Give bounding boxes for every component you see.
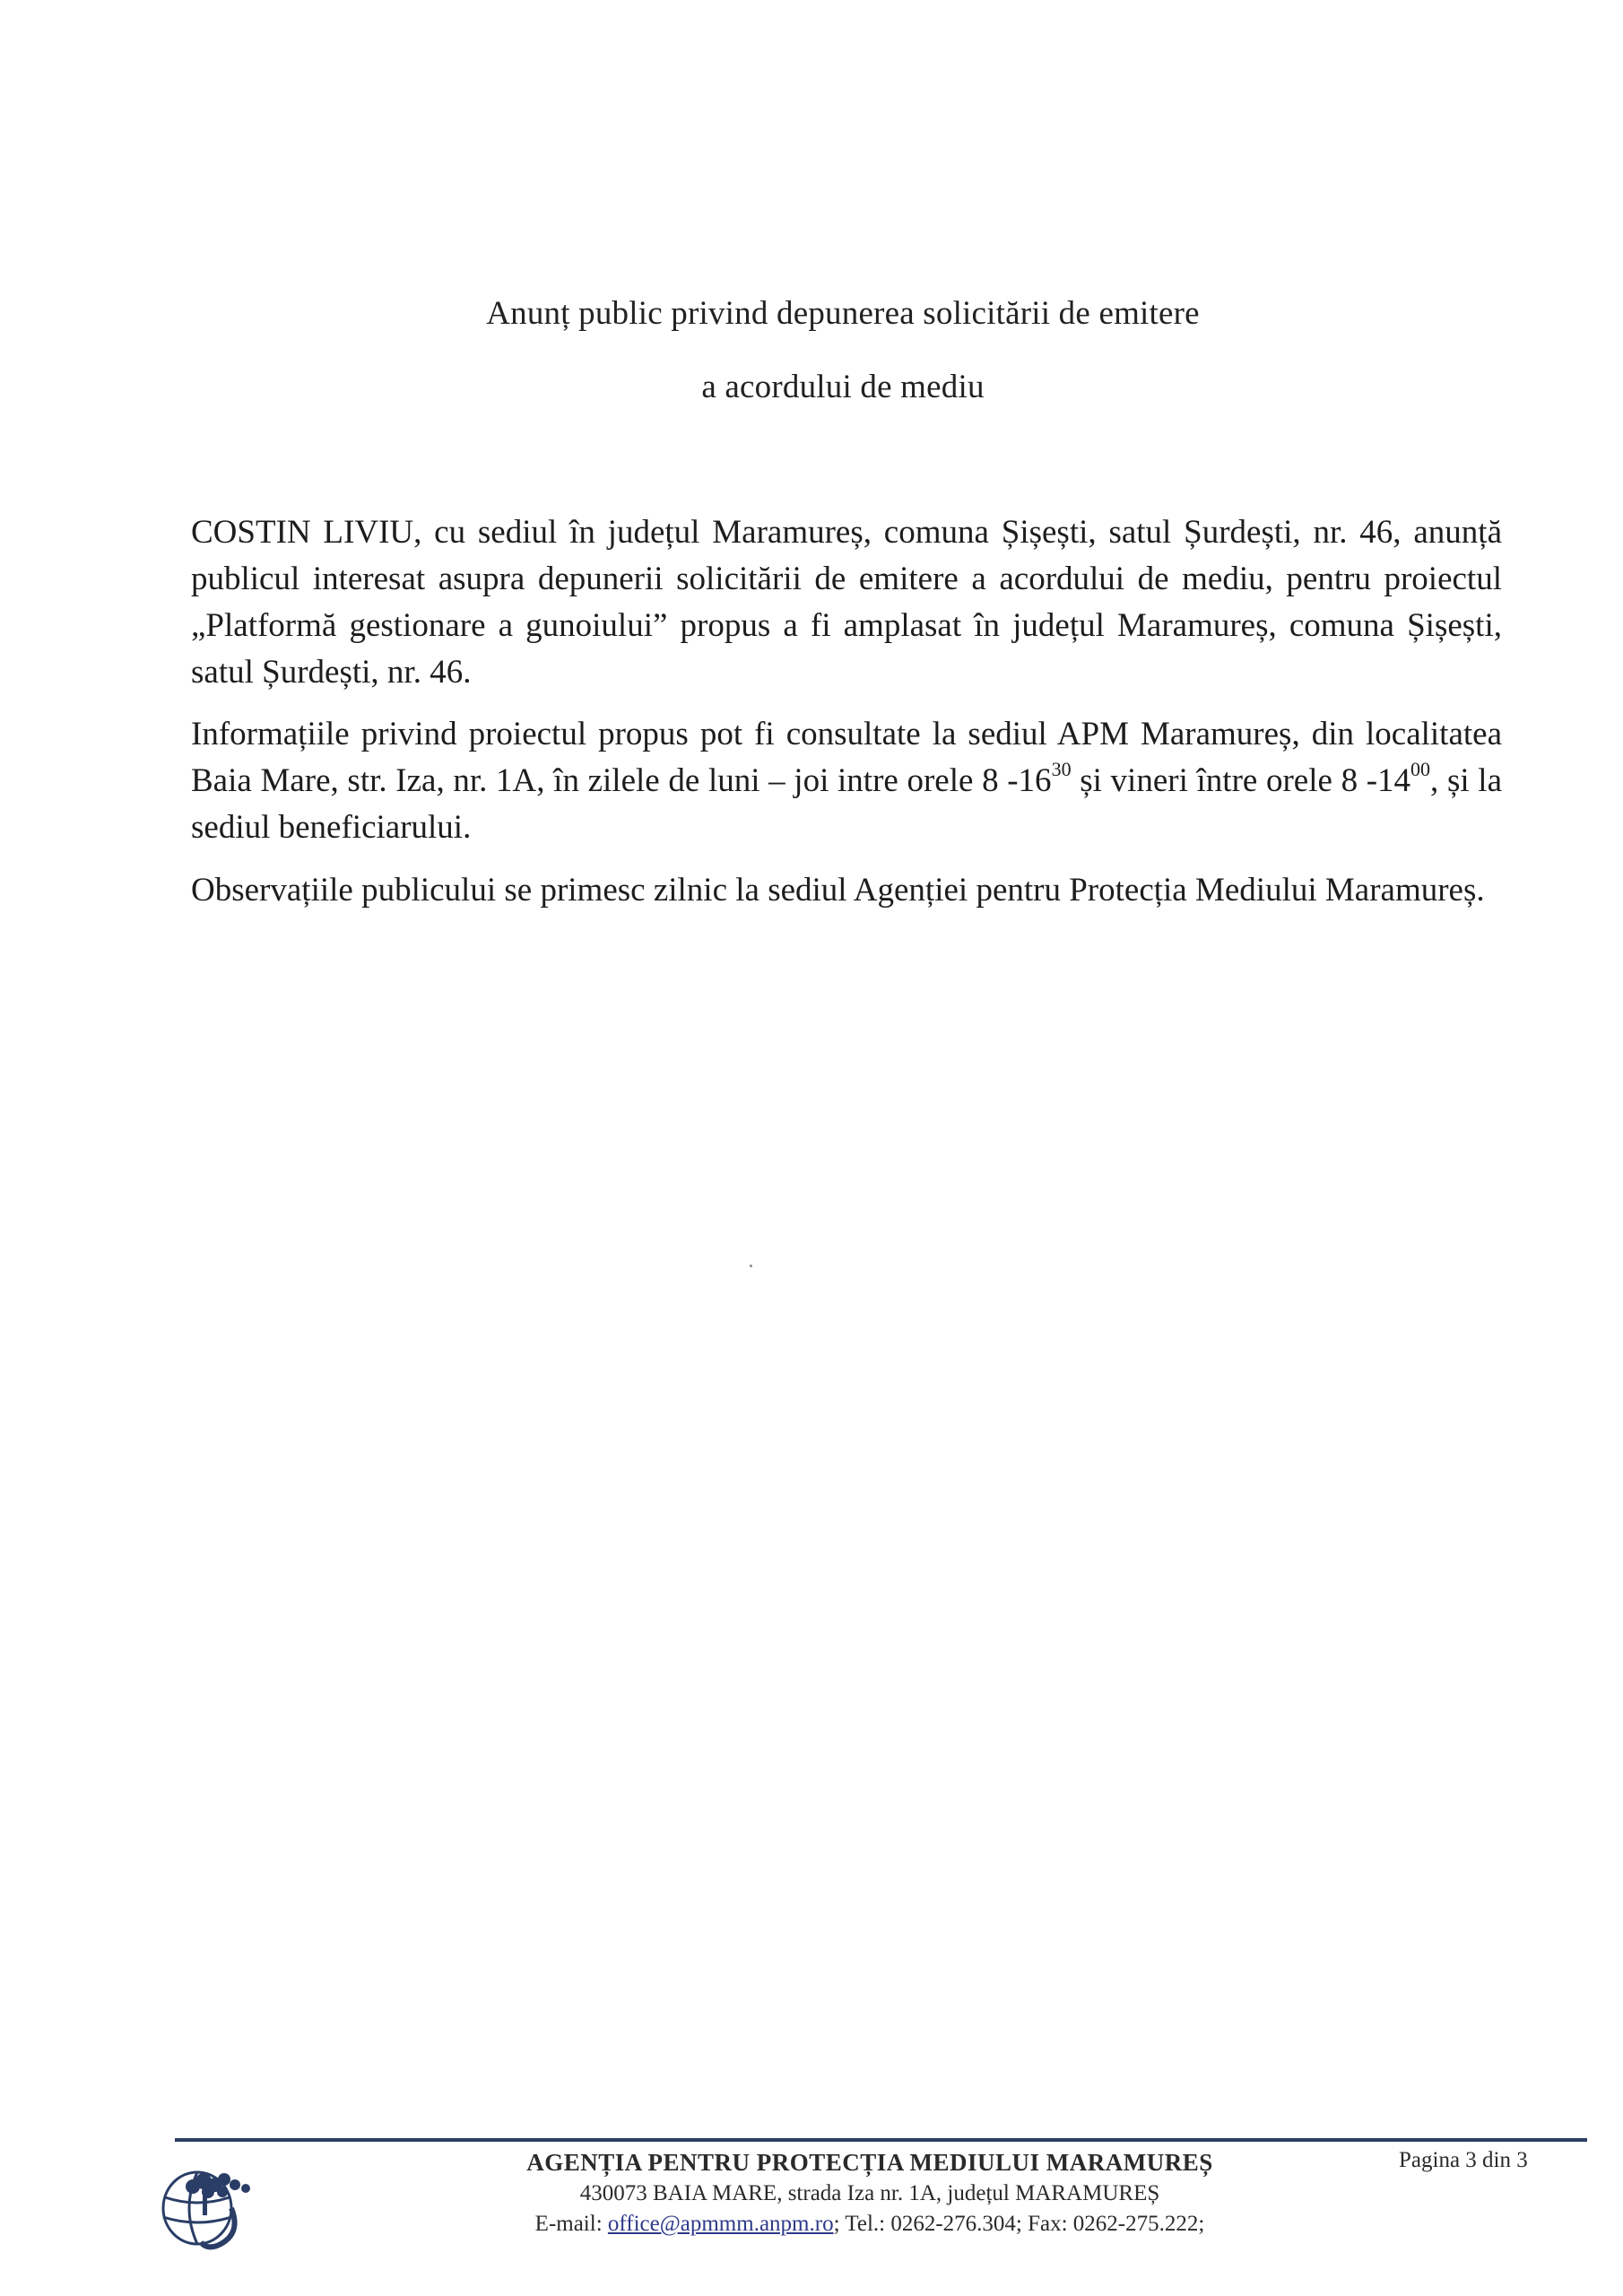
consultation-text-1: Informațiile privind proiectul propus pot fi consultate la sediul APM Maramureș, din localitatea Baia Mare, str. Iza, nr. 1A, în zilele de luni – joi intre orele 8 -16	[191, 716, 1502, 799]
hour-superscript-1: 30	[1051, 757, 1072, 780]
consultation-text-2: și vineri între orele 8 -14	[1071, 762, 1411, 799]
phone-fax-text: ; Tel.: 0262-276.304; Fax: 0262-275.222;	[833, 2212, 1205, 2236]
notice-title-line-1: Anunț public privind depunerea solicitării de emitere	[486, 295, 1200, 332]
consultation-text-3: , și la sediul beneficiarului.	[191, 762, 1502, 846]
email-link[interactable]: office@apmmm.anpm.ro	[607, 2212, 834, 2236]
footer-contact-line	[421, 2209, 1318, 2239]
footer-organization-name: AGENȚIA PENTRU PROTECȚIA MEDIULUI MARAMUREȘ	[526, 2149, 1213, 2176]
hour-superscript-2: 00	[1410, 757, 1431, 780]
page-number: Pagina 3 din 3	[1399, 2148, 1528, 2172]
notice-title-line-2: a acordului de mediu	[701, 369, 985, 405]
paragraph-consultation	[191, 711, 1502, 851]
paragraph-observations: Observațiile publicului se primesc zilnic la sediul Agenției pentru Protecția Mediului Maramureș.	[191, 872, 1485, 909]
email-label: E-mail:	[534, 2212, 608, 2236]
apm-globe-tree-logo-icon	[152, 2152, 273, 2251]
footer-address: 430073 BAIA MARE, strada Iza nr. 1A, județul MARAMUREȘ	[579, 2181, 1160, 2205]
footer-divider	[175, 2138, 1587, 2142]
footer-contact-block	[421, 2146, 1318, 2239]
paragraph-applicant: COSTIN LIVIU, cu sediul în județul Maramureș, comuna Șișești, satul Șurdești, nr. 46, anunță publicul interesat asupra depunerii solicitării de emitere a acordului de mediu, pentru proiectul „Platformă gestionare a gunoiului” propus a fi amplasat în județul Maramureș, comuna Șișești, satul Șurdești, nr. 46.	[191, 514, 1502, 691]
scan-speck	[750, 1265, 752, 1267]
